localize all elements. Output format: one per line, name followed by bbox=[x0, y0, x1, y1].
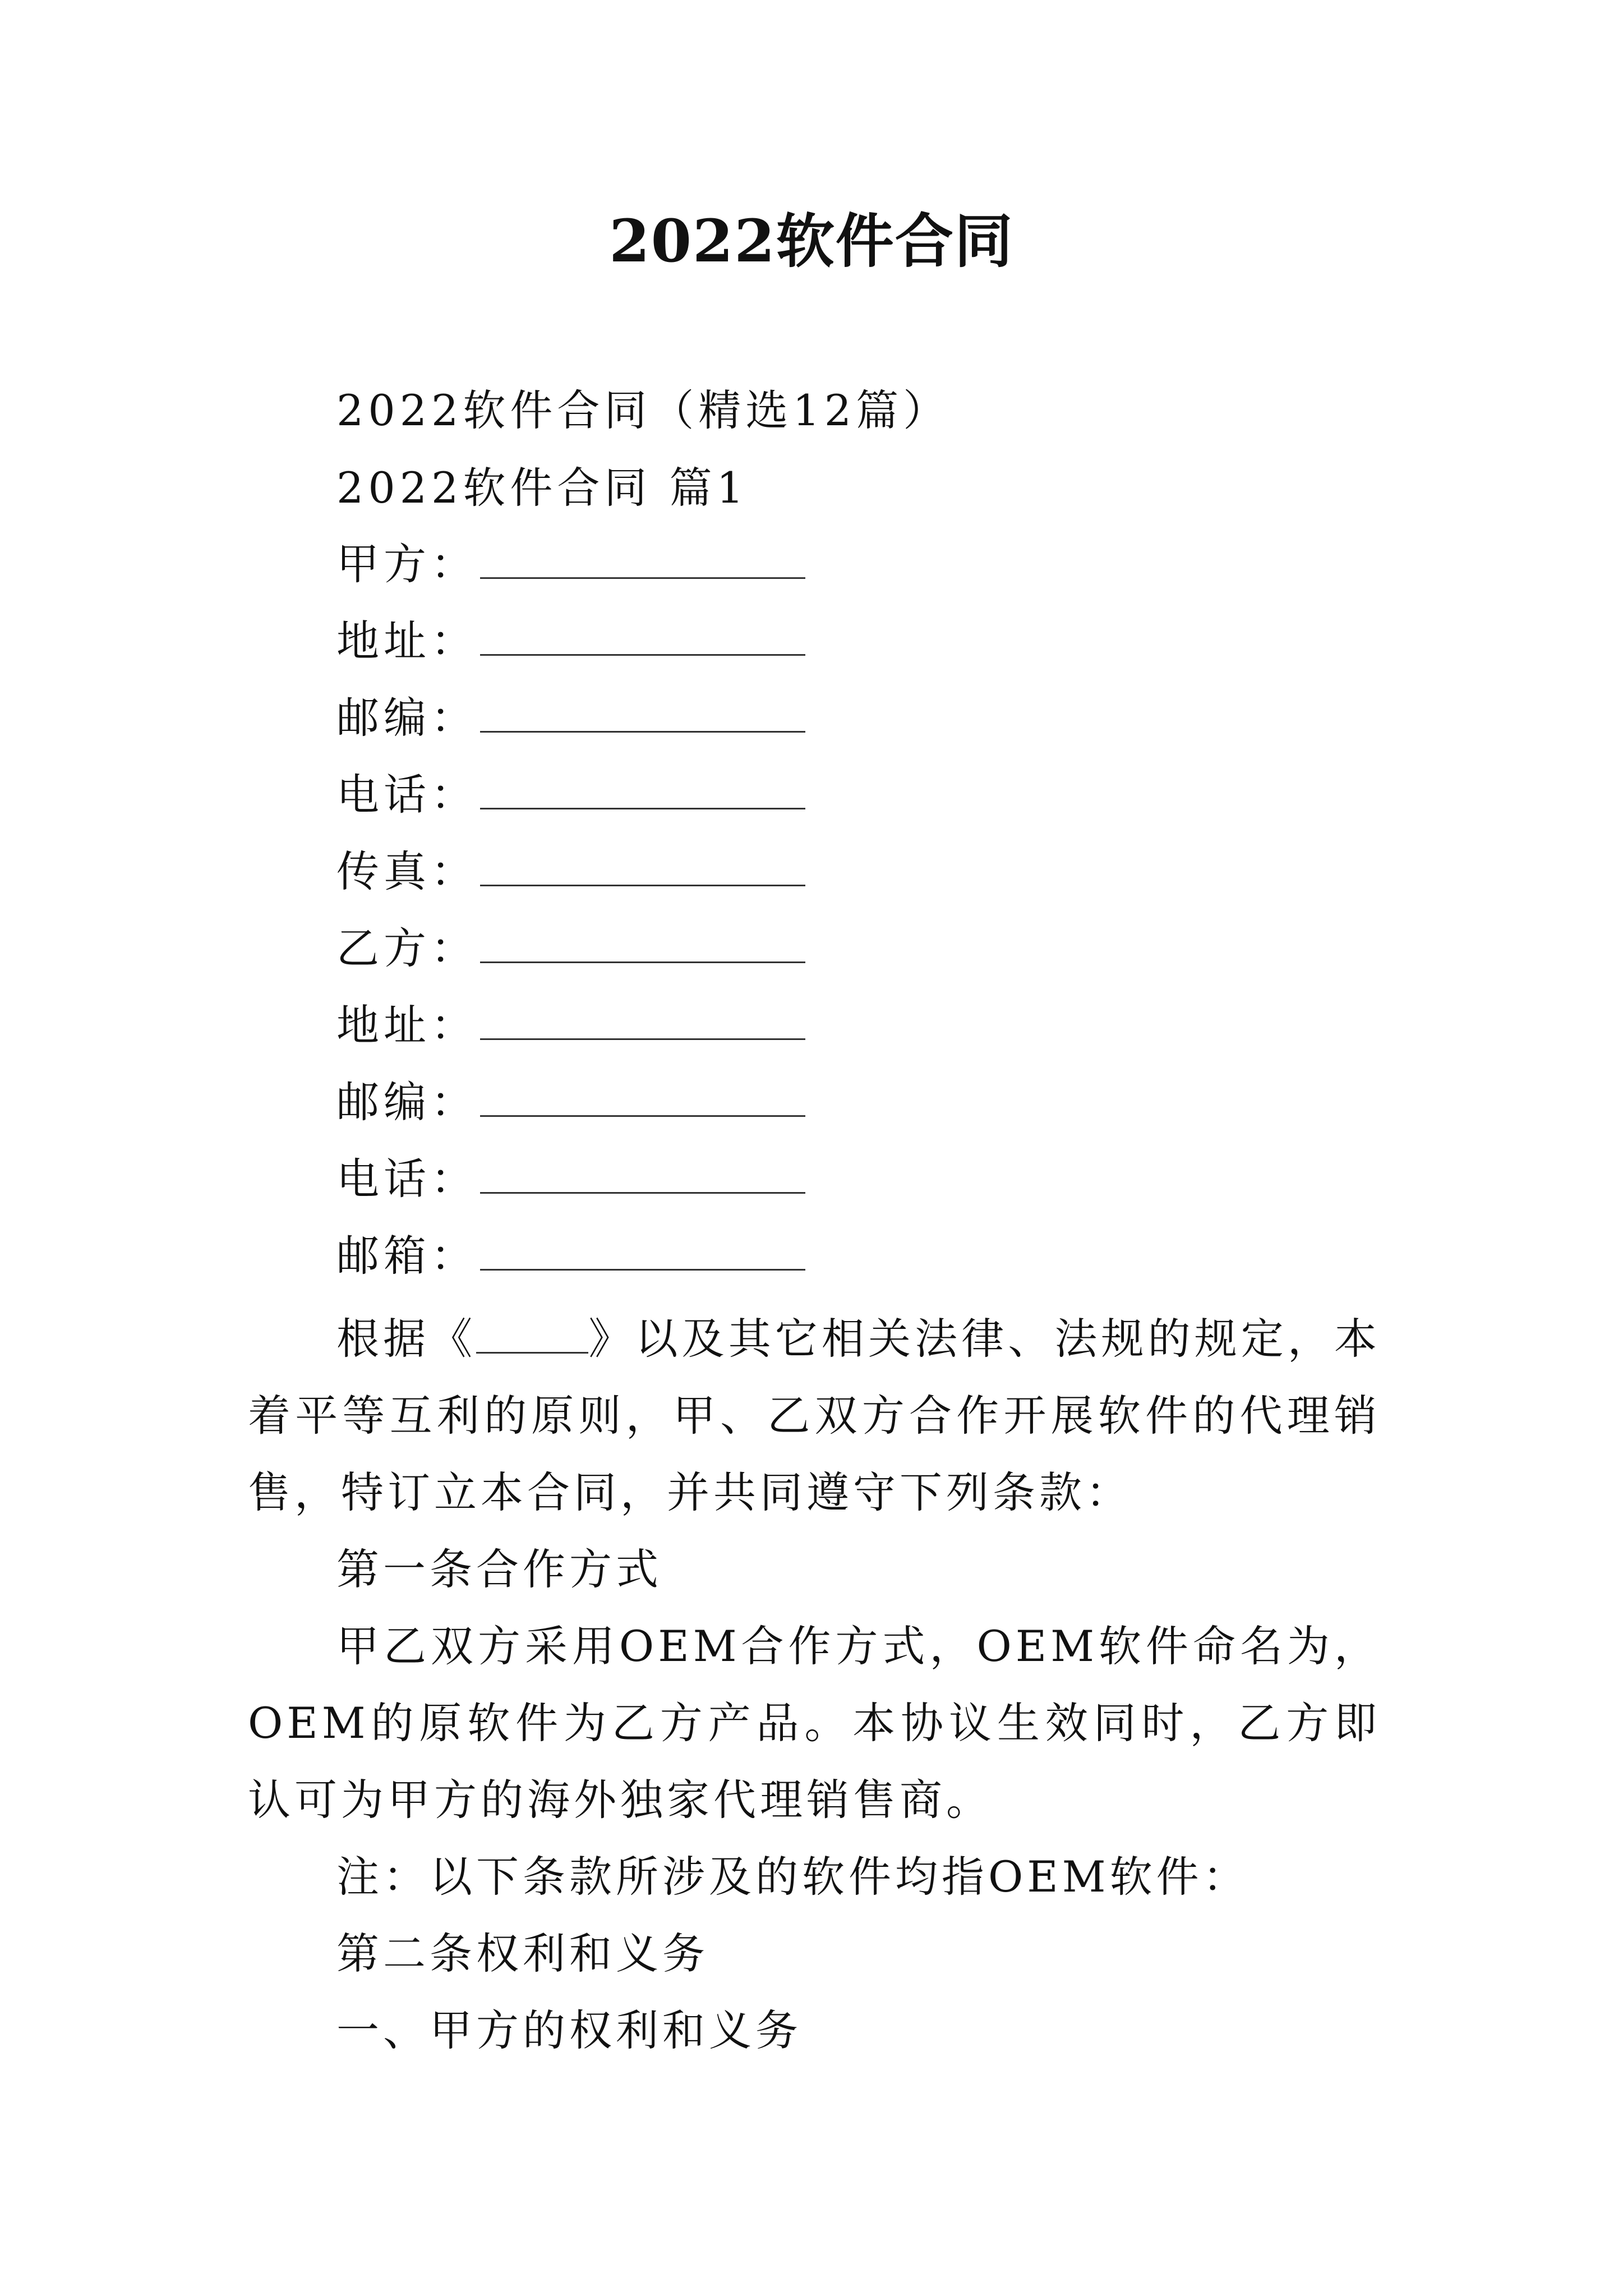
article1-body: 甲乙双方采用OEM合作方式，OEM软件命名为，OEM的原软件为乙方产品。本协议生效同时，乙方即认可为甲方的海外独家代理销售商。 bbox=[248, 1621, 1381, 1825]
field-label: 地址： bbox=[336, 1000, 478, 1050]
field-label: 电话： bbox=[336, 770, 478, 820]
article2-title: 第二条权利和义务 bbox=[336, 1929, 709, 1978]
field-label: 电话： bbox=[336, 1154, 478, 1204]
fill-in-blank bbox=[480, 1153, 805, 1194]
section-heading: 2022软件合同 篇1 bbox=[336, 463, 748, 513]
fill-in-blank bbox=[480, 1230, 805, 1271]
note-paragraph: 注：以下条款所涉及的软件均指OEM软件： bbox=[336, 1852, 1249, 1902]
party-b-postcode-field bbox=[336, 1074, 805, 1130]
document-title: 2022软件合同 bbox=[609, 206, 1014, 275]
field-label: 地址： bbox=[336, 616, 478, 666]
field-label: 邮箱： bbox=[336, 1231, 478, 1281]
fill-in-blank bbox=[480, 1076, 805, 1117]
law-name-blank bbox=[476, 1318, 588, 1354]
field-label: 传真： bbox=[336, 846, 478, 896]
article1-title: 第一条合作方式 bbox=[336, 1544, 662, 1594]
party-b-email-field bbox=[336, 1228, 805, 1284]
document-subtitle: 2022软件合同（精选12篇） bbox=[336, 385, 951, 435]
intro-text-rest: 》以及其它相关法律、法规的规定，本着平等互利的原则，甲、乙双方合作开展软件的代理销售，特订立本合同，并共同遵守下列条款： bbox=[248, 1314, 1381, 1517]
field-label: 甲方： bbox=[336, 539, 478, 589]
field-label: 邮编： bbox=[336, 693, 478, 743]
fill-in-blank bbox=[480, 538, 805, 579]
party-b-address-field bbox=[336, 997, 805, 1053]
fill-in-blank bbox=[480, 845, 805, 886]
party-b-phone-field bbox=[336, 1151, 805, 1207]
intro-text-start: 根据《 bbox=[336, 1314, 477, 1364]
party-a-address-field bbox=[336, 613, 805, 669]
party-a-fax-field bbox=[336, 844, 805, 900]
field-label: 邮编： bbox=[336, 1077, 478, 1127]
party-a-phone-field bbox=[336, 767, 805, 823]
party-a-postcode-field bbox=[336, 690, 805, 746]
party-a-field bbox=[336, 536, 805, 592]
fill-in-blank bbox=[480, 922, 805, 963]
field-label: 乙方： bbox=[336, 923, 478, 973]
article2-subsection-1: 一、甲方的权利和义务 bbox=[336, 2005, 802, 2055]
fill-in-blank bbox=[480, 615, 805, 656]
fill-in-blank bbox=[480, 769, 805, 809]
party-b-field bbox=[336, 921, 805, 977]
intro-paragraph bbox=[248, 1300, 1381, 1531]
fill-in-blank bbox=[480, 692, 805, 733]
fill-in-blank bbox=[480, 999, 805, 1040]
